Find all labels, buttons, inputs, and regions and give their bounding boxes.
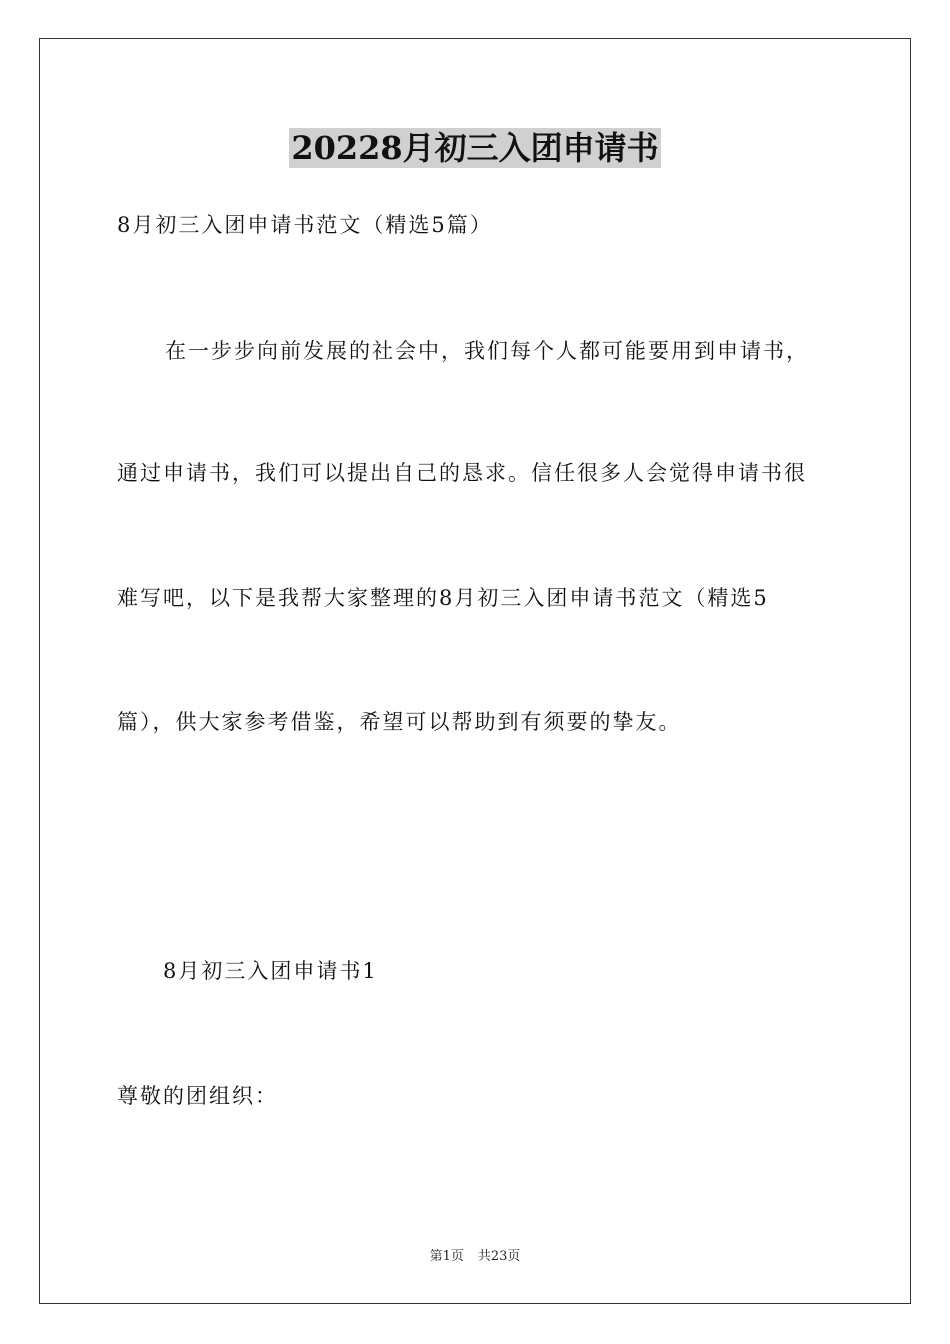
paragraph-line-1[interactable]: 在一步步向前发展的社会中，我们每个人都可能要用到申请书， [165, 339, 809, 363]
section-heading[interactable]: 8月初三入团申请书1 [163, 959, 378, 983]
paragraph-line-4[interactable]: 篇），供大家参考借鉴，希望可以帮助到有须要的挚友。 [117, 710, 682, 734]
page-total: 共23页 [477, 1249, 521, 1264]
document-title[interactable]: 20228月初三入团申请书 [291, 129, 659, 167]
paragraph-line-2[interactable]: 通过申请书，我们可以提出自己的恳求。信任很多人会觉得申请书很 [117, 461, 807, 485]
title-container [0, 128, 950, 168]
greeting-line[interactable]: 尊敬的团组织： [117, 1084, 278, 1108]
page-number: 第1页 [429, 1249, 464, 1264]
document-subtitle[interactable]: 8月初三入团申请书范文（精选5篇） [117, 213, 493, 237]
page-footer [0, 1248, 950, 1266]
paragraph-line-3[interactable]: 难写吧，以下是我帮大家整理的8月初三入团申请书范文（精选5 [117, 586, 769, 610]
